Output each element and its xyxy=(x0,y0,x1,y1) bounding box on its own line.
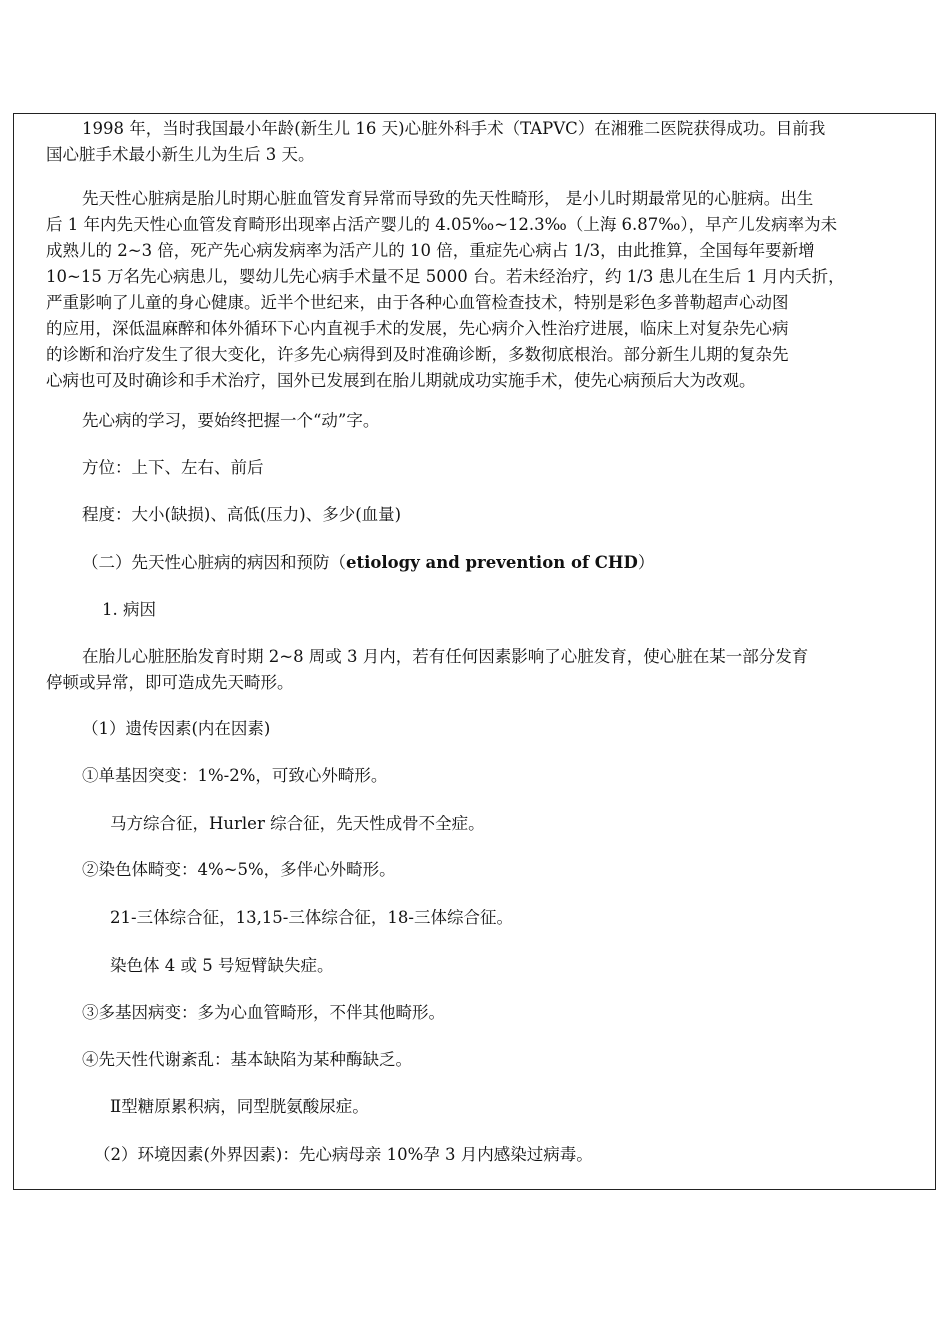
heading-prefix: （二）先天性心脏病的病因和预防（ xyxy=(82,553,346,572)
text-line: 1. 病因 xyxy=(102,600,156,619)
paragraph-tapvc-history xyxy=(46,116,914,168)
paragraph-metabolic-examples xyxy=(110,1094,950,1120)
text-line: 方位：上下、左右、前后 xyxy=(82,458,264,477)
paragraph-trisomy-examples xyxy=(110,905,950,931)
text-line: 国心脏手术最小新生儿为生后 3 天。 xyxy=(46,145,315,164)
text-line: ①单基因突变：1%-2%，可致心外畸形。 xyxy=(82,766,388,785)
subheading-cause xyxy=(102,597,950,623)
paragraph-embryo-period xyxy=(46,644,914,696)
paragraph-deletion-example xyxy=(110,953,950,979)
text-line: 的应用，深低温麻醉和体外循环下心内直视手术的发展，先心病介入性治疗进展，临床上对复杂先心病 xyxy=(46,319,789,338)
text-line: 在胎儿心脏胚胎发育时期 2~8 周或 3 月内，若有任何因素影响了心脏发育，使心脏在某一部分发育 xyxy=(82,647,809,666)
text-line xyxy=(82,550,950,576)
heading-english: etiology and prevention of CHD xyxy=(346,553,638,572)
heading-suffix: ） xyxy=(637,553,655,572)
text-line: 先心病的学习，要始终把握一个“动”字。 xyxy=(82,411,380,430)
text-line: （1）遗传因素(内在因素) xyxy=(82,719,271,738)
text-line: 成熟儿的 2~3 倍，死产先心病发病率为活产儿的 10 倍，重症先心病占 1/3，由此推算，全国每年要新增 xyxy=(46,241,815,260)
text-line: 10~15 万名先心病患儿，婴幼儿先心病手术量不足 5000 台。若未经治疗，约 1/3 患儿在生后 1 月内夭折， xyxy=(46,267,845,286)
paragraph-orientation xyxy=(82,455,950,481)
paragraph-environmental-factors xyxy=(94,1142,950,1168)
text-line: 1998 年，当时我国最小年龄(新生儿 16 天)心脏外科手术（TAPVC）在湘雅二医院获得成功。目前我 xyxy=(82,119,826,138)
paragraph-single-gene xyxy=(82,763,950,789)
text-line: 心病也可及时确诊和手术治疗，国外已发展到在胎儿期就成功实施手术，使先心病预后大为改观。 xyxy=(46,371,756,390)
paragraph-degree xyxy=(82,502,950,528)
section-heading-etiology xyxy=(82,550,950,576)
text-line: 染色体 4 或 5 号短臂缺失症。 xyxy=(110,956,334,975)
text-line: 马方综合征，Hurler 综合征，先天性成骨不全症。 xyxy=(110,814,485,833)
text-line: ③多基因病变：多为心血管畸形，不伴其他畸形。 xyxy=(82,1003,445,1022)
text-line: 严重影响了儿童的身心健康。近半个世纪来，由于各种心血管检查技术，特别是彩色多普勒超声心动图 xyxy=(46,293,789,312)
content-box xyxy=(13,113,936,1190)
text-line: 21-三体综合征，13,15-三体综合征，18-三体综合征。 xyxy=(110,908,513,927)
paragraph-single-gene-examples xyxy=(110,811,950,837)
text-line: 后 1 年内先天性心血管发育畸形出现率占活产婴儿的 4.05‰~12.3‰（上海 6.87‰），早产儿发病率为未 xyxy=(46,215,838,234)
paragraph-study-tip xyxy=(82,408,950,434)
text-line: Ⅱ型糖原累积病，同型胱氨酸尿症。 xyxy=(110,1097,369,1116)
paragraph-polygenic xyxy=(82,1000,950,1026)
text-line: （2）环境因素(外界因素)：先心病母亲 10%孕 3 月内感染过病毒。 xyxy=(94,1145,593,1164)
text-line: 先天性心脏病是胎儿时期心脏血管发育异常而导致的先天性畸形， 是小儿时期最常见的心脏病。出生 xyxy=(82,189,814,208)
paragraph-genetic-factors xyxy=(82,716,950,742)
text-line: ④先天性代谢紊乱：基本缺陷为某种酶缺乏。 xyxy=(82,1050,412,1069)
paragraph-chd-overview xyxy=(46,186,914,394)
text-line: 停顿或异常，即可造成先天畸形。 xyxy=(46,673,294,692)
paragraph-metabolic xyxy=(82,1047,950,1073)
text-line: ②染色体畸变：4%~5%，多伴心外畸形。 xyxy=(82,860,396,879)
text-line: 的诊断和治疗发生了很大变化，许多先心病得到及时准确诊断，多数彻底根治。部分新生儿期的复杂先 xyxy=(46,345,789,364)
paragraph-chromosome xyxy=(82,857,950,883)
text-line: 程度：大小(缺损)、高低(压力)、多少(血量) xyxy=(82,505,402,524)
